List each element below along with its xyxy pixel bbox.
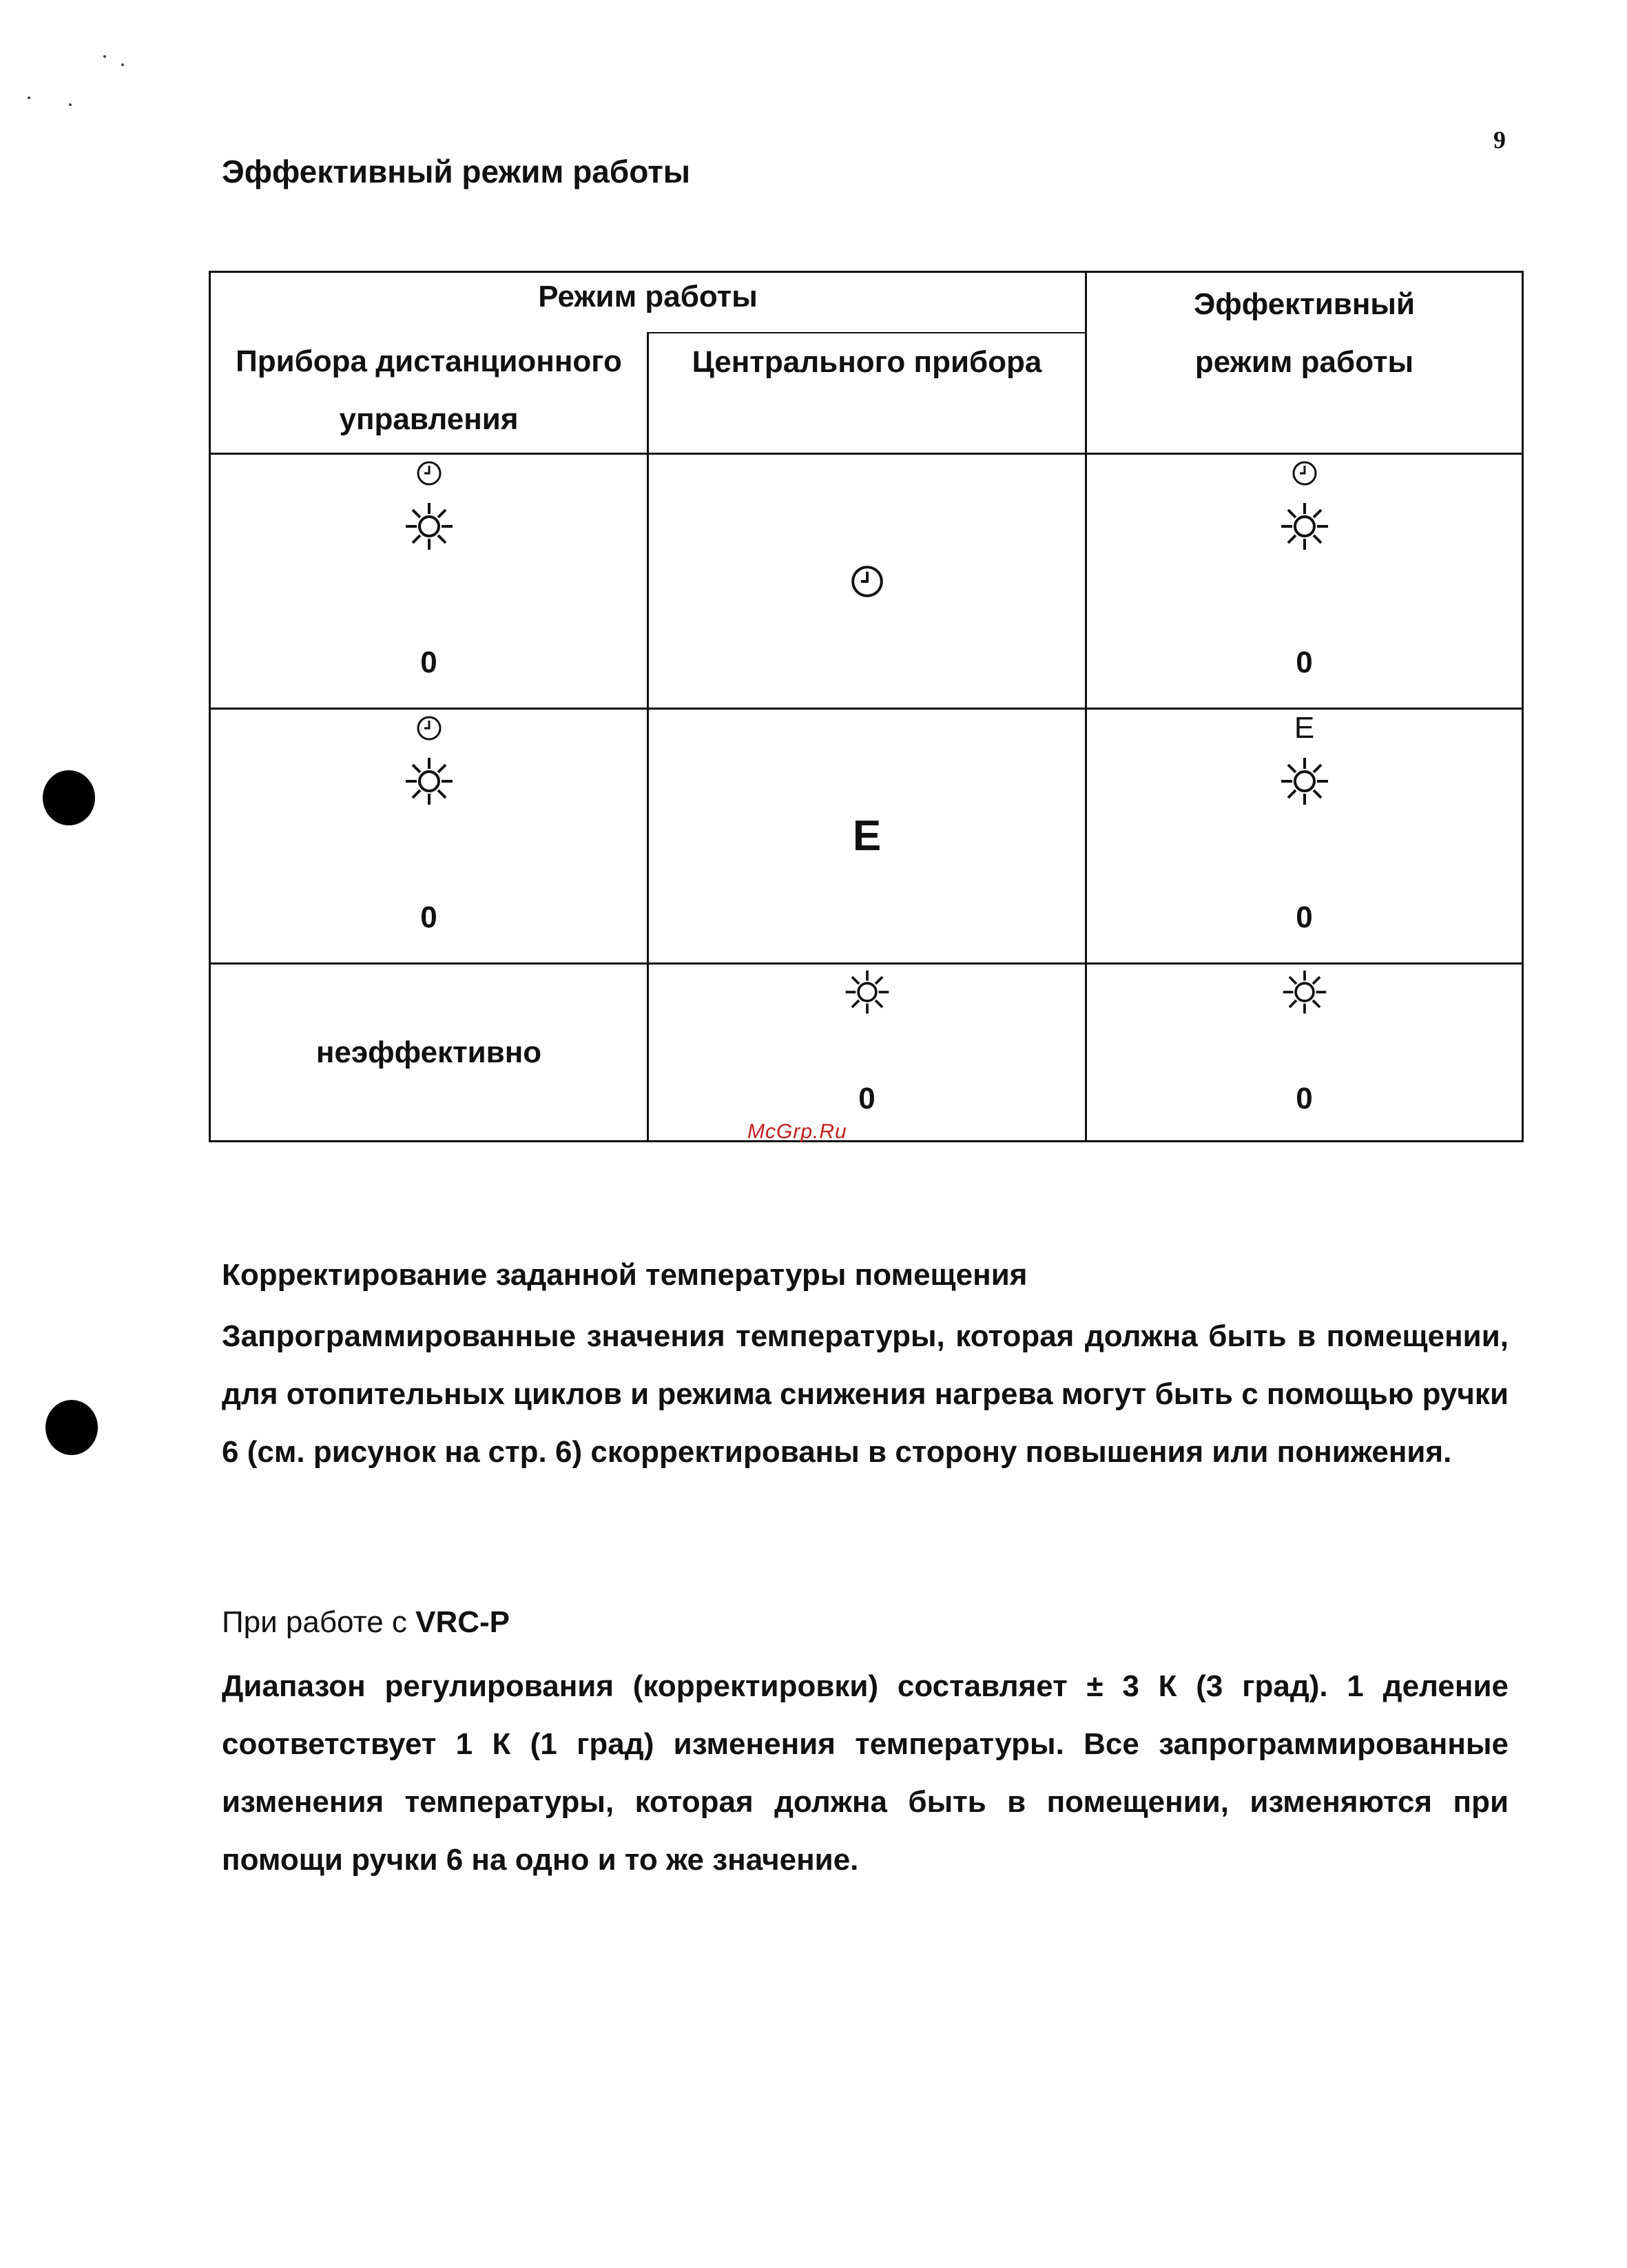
off-mode-zero: 0 [858,1082,875,1115]
sun-icon [403,492,455,561]
header-remote-device [210,333,648,454]
row2-central-mode [648,709,1086,964]
sun-icon [403,747,455,816]
row2-remote-modes [210,709,648,964]
clock-icon [849,564,885,599]
row1-central-mode [648,454,1086,709]
section-heading-vrc-prefix: При работе с [222,1605,416,1639]
section-heading-correction: Корректирование заданной температуры помещения [222,1258,1028,1292]
paragraph-correction: Запрограммированные значения температуры, которая должна быть в помещении, для отопительных циклов и режима снижения нагрева могут быть с помощью ручки 6 (см. рисунок на стр. 6) скорректированы в сторону повышения или понижения. [222,1319,1509,1469]
scan-speck [69,103,72,106]
header-effective-label: Эффективный режим работы [1193,287,1416,379]
clock-icon [415,455,443,492]
row3-effective-modes [1086,964,1523,1142]
moon-icon [417,561,442,637]
economy-mode-label: E [1294,711,1315,745]
moon-icon [855,1020,880,1075]
economy-mode-label: E [852,812,882,860]
header-remote-label: Прибора дистанционного управления [236,344,622,436]
row3-remote-ineffective: неэффективно [210,964,648,1142]
section-heading-vrc [222,1605,510,1640]
table-header-row [210,272,1523,333]
scan-speck [103,55,106,58]
punch-hole-mark [45,1400,98,1455]
moon-icon [1292,561,1317,637]
table-row [210,454,1523,709]
moon-icon [1292,816,1317,891]
row3-central-modes [648,964,1086,1142]
header-operating-mode: Режим работы [210,272,1086,333]
scan-speck [121,63,124,66]
off-mode-zero: 0 [420,646,437,679]
clock-icon [415,710,443,747]
header-effective-mode [1086,272,1523,454]
row1-remote-modes [210,454,648,709]
moon-icon [1292,1020,1317,1075]
row1-effective-modes [1086,454,1523,709]
section-heading-vrc-model: VRC-P [415,1605,510,1639]
scan-speck [28,96,30,99]
watermark: McGrp.Ru [747,1120,847,1143]
off-mode-zero: 0 [420,900,437,934]
header-central-device: Центрального прибора [648,333,1086,454]
sun-icon [1278,492,1331,561]
table-row [210,709,1523,964]
clock-icon [1291,455,1318,492]
sun-icon [1278,747,1331,816]
row2-effective-modes [1086,709,1523,964]
off-mode-zero: 0 [1296,1082,1313,1115]
moon-icon [417,816,442,891]
table-row [210,964,1523,1142]
punch-hole-mark [43,770,95,825]
page-title: Эффективный режим работы [222,154,691,189]
off-mode-zero: 0 [1296,900,1313,934]
sun-icon [843,965,891,1020]
off-mode-zero: 0 [1296,646,1313,679]
paragraph-vrc: Диапазон регулирования (корректировки) составляет ± 3 К (3 град). 1 деление соответствует 1 К (1 град) изменения температуры. Все запрограммированные изменения температуры, которая должна быть в помещении, изменяются при помощи ручки 6 на одно и то же значение. [222,1669,1509,1877]
operating-mode-table [209,271,1524,1142]
page-number: 9 [1493,126,1506,154]
sun-icon [1281,965,1329,1020]
